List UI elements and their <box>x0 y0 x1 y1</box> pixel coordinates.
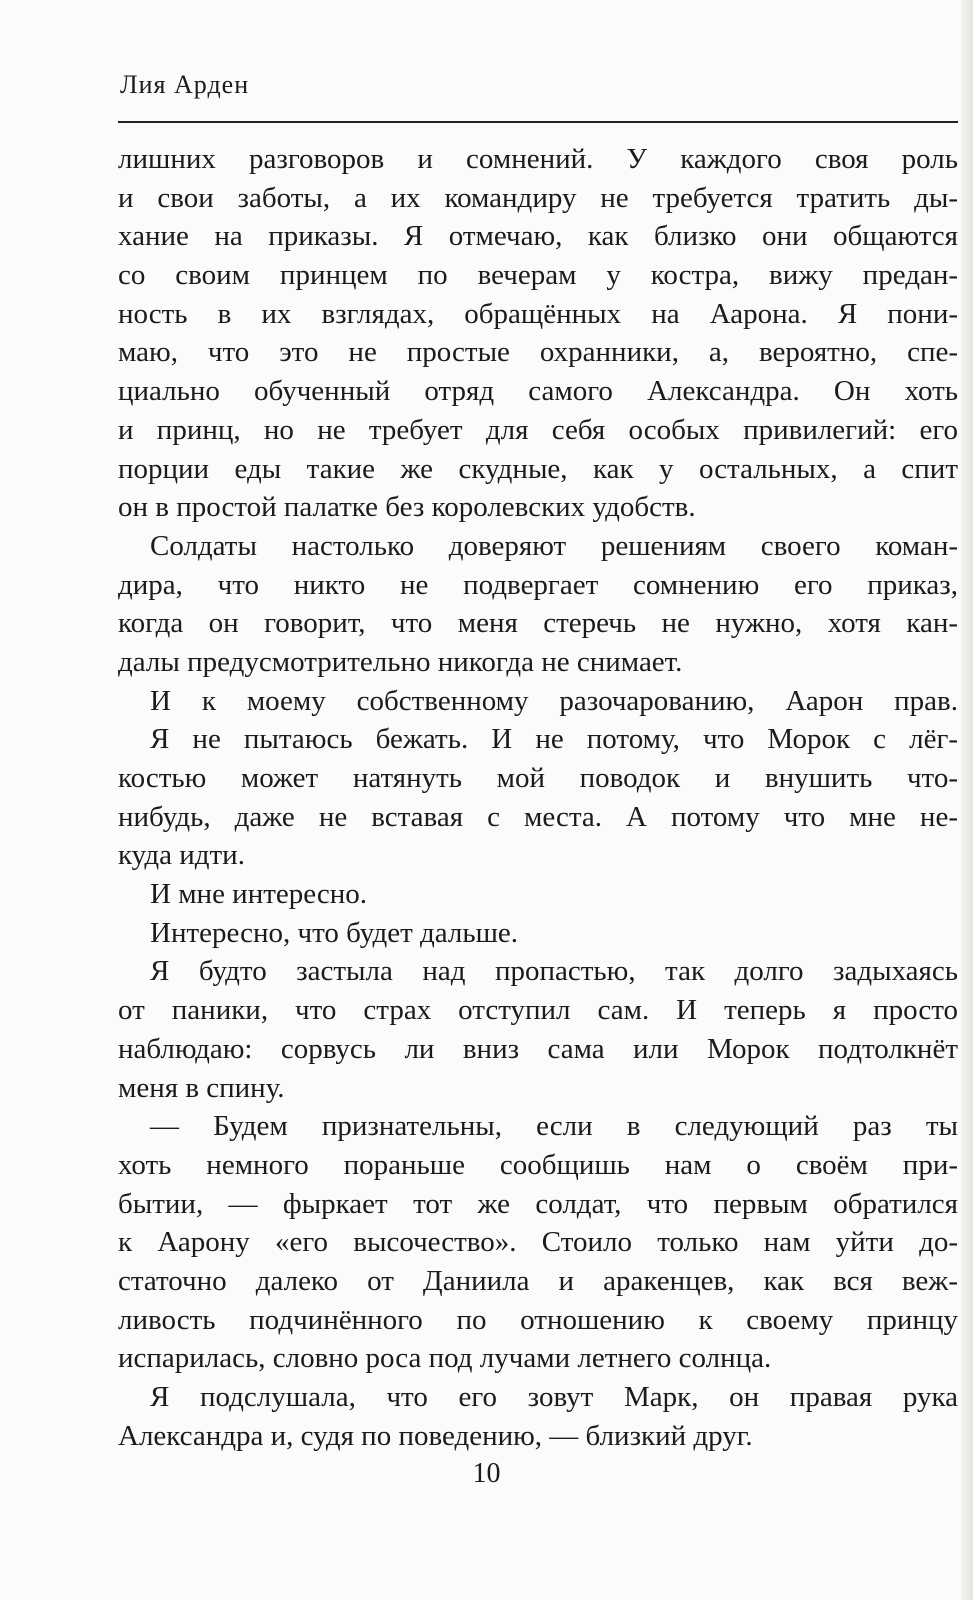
text-line: и свои заботы, а их командиру не требуется тратить ды- <box>118 181 958 214</box>
text-line: Я не пытаюсь бежать. И не потому, что Морок с лёг- <box>150 723 958 756</box>
text-line: циально обученный отряд самого Александра. Он хоть <box>118 375 958 408</box>
text-line: Я будто застыла над пропастью, так долго задыхаясь <box>150 955 958 988</box>
text-line: далы предусмотрительно никогда не снимает. <box>118 645 683 678</box>
text-line: испарилась, словно роса под лучами летнего солнца. <box>118 1342 772 1375</box>
page-edge-shadow <box>961 0 973 1600</box>
body-text <box>118 140 958 1455</box>
text-line: костью может натянуть мой поводок и внушить что- <box>118 762 958 794</box>
text-line: хание на приказы. Я отмечаю, как близко они общаются <box>118 220 958 253</box>
text-line: когда он говорит, что меня стеречь не нужно, хотя кан- <box>118 607 958 640</box>
text-line: ливость подчинённого по отношению к своему принцу <box>118 1303 958 1336</box>
text-line: порции еды такие же скудные, как у остальных, а спит <box>118 452 958 485</box>
header-rule <box>118 121 958 123</box>
text-line: нибудь, даже не вставая с места. А потому что мне не- <box>118 800 958 833</box>
text-line: дира, что никто не подвергает сомнению его приказ, <box>118 568 958 601</box>
text-line: хоть немного пораньше сообщишь нам о своём при- <box>118 1148 958 1181</box>
text-line: от паники, что страх отступил сам. И теперь я просто <box>118 994 958 1027</box>
text-line: к Аарону «его высочество». Стоило только нам уйти до- <box>118 1226 958 1259</box>
text-line: куда идти. <box>118 839 245 872</box>
text-line: бытии, — фыркает тот же солдат, что первым обратился <box>118 1187 958 1220</box>
text-line: меня в спину. <box>118 1071 285 1104</box>
text-line: Интересно, что будет дальше. <box>150 916 519 949</box>
text-line: Я подслушала, что его зовут Марк, он правая рука <box>150 1381 958 1413</box>
text-line: маю, что это не простые охранники, а, вероятно, спе- <box>118 336 958 369</box>
text-line: ность в их взглядах, обращённых на Аарона. Я пони- <box>118 297 958 330</box>
text-line: Александра и, судя по поведению, — близкий друг. <box>118 1419 753 1452</box>
text-line: со своим принцем по вечерам у костра, вижу предан- <box>118 259 958 292</box>
text-line: И мне интересно. <box>150 878 368 911</box>
text-line: и принц, но не требует для себя особых привилегий: его <box>118 413 958 446</box>
text-line: И к моему собственному разочарованию, Аарон прав. <box>150 684 958 717</box>
page-number: 10 <box>472 1458 501 1489</box>
text-line: он в простой палатке без королевских удобств. <box>118 491 696 524</box>
text-line: Солдаты настолько доверяют решениям своего коман- <box>150 529 958 562</box>
text-line: наблюдаю: сорвусь ли вниз сама или Морок подтолкнёт <box>118 1032 958 1065</box>
text-line: лишних разговоров и сомнений. У каждого своя роль <box>118 143 958 175</box>
running-header: Лия Арден <box>120 70 250 99</box>
text-line: статочно далеко от Даниила и аракенцев, как вся веж- <box>118 1264 958 1297</box>
text-line: — Будем признательны, если в следующий раз ты <box>150 1110 958 1143</box>
